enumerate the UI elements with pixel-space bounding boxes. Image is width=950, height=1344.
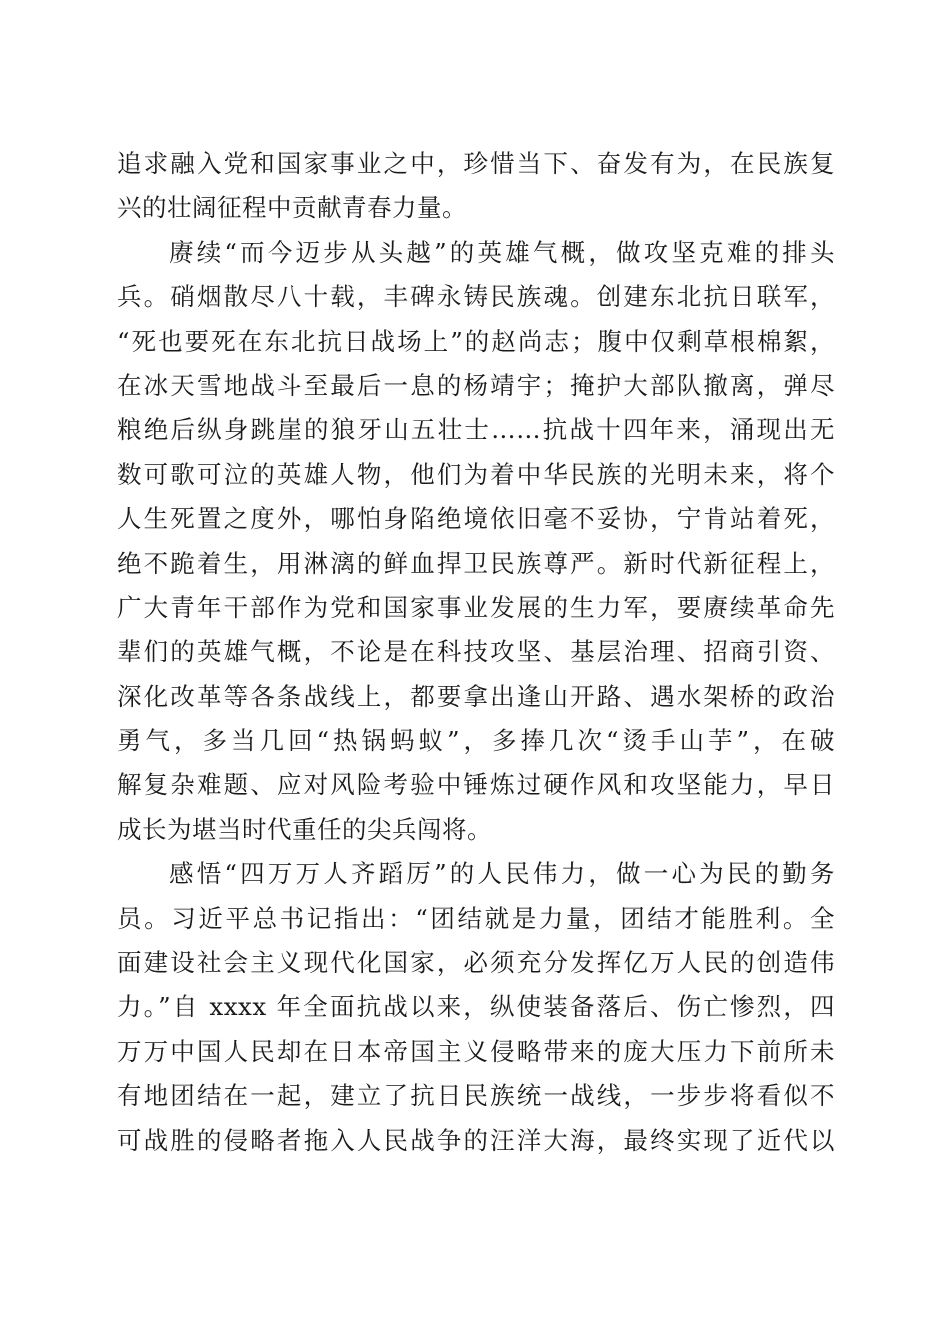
text-line: 人生死置之度外，哪怕身陷绝境依旧毫不妥协，宁肯站着死， (117, 504, 835, 534)
paragraph-first-line: 赓续“而今迈步从头越”的英雄气概，做攻坚克难的排头 (169, 237, 835, 267)
text-line: 深化改革等各条战线上，都要拿出逢山开路、遇水架桥的政治 (117, 681, 835, 711)
text-line: 员。习近平总书记指出：“团结就是力量，团结才能胜利。全 (117, 903, 835, 933)
paragraph-first-line: 感悟“四万万人齐蹈厉”的人民伟力，做一心为民的勤务 (169, 859, 835, 889)
text-line: 数可歌可泣的英雄人物，他们为着中华民族的光明未来，将个 (117, 459, 835, 489)
text-line: 在冰天雪地战斗至最后一息的杨靖宇；掩护大部队撤离，弹尽 (117, 370, 835, 400)
text-line: 万万中国人民却在日本帝国主义侵略带来的庞大压力下前所未 (117, 1036, 835, 1066)
text-line: 兴的壮阔征程中贡献青春力量。 (117, 193, 467, 223)
text-line: 兵。硝烟散尽八十载，丰碑永铸民族魂。创建东北抗日联军， (117, 282, 835, 312)
text-line: 辈们的英雄气概，不论是在科技攻坚、基层治理、招商引资、 (117, 637, 835, 667)
text-line: 追求融入党和国家事业之中，珍惜当下、奋发有为，在民族复 (117, 149, 835, 178)
text-line: 面建设社会主义现代化国家，必须充分发挥亿万人民的创造伟 (117, 948, 835, 978)
text-line: 有地团结在一起，建立了抗日民族统一战线，一步步将看似不 (117, 1081, 835, 1111)
body-text (117, 142, 835, 1163)
text-line: 解复杂难题、应对风险考验中锤炼过硬作风和攻坚能力，早日 (117, 770, 835, 800)
text-line: 勇气，多当几回“热锅蚂蚁”，多捧几次“烫手山芋”，在破 (117, 726, 835, 756)
text-line: “死也要死在东北抗日战场上”的赵尚志；腹中仅剩草根棉絮， (117, 326, 835, 356)
text-line: 粮绝后纵身跳崖的狼牙山五壮士……抗战十四年来，涌现出无 (117, 415, 835, 445)
text-line: 力。”自 xxxx 年全面抗战以来，纵使装备落后、伤亡惨烈，四 (117, 992, 835, 1022)
text-line: 绝不跪着生，用淋漓的鲜血捍卫民族尊严。新时代新征程上， (117, 548, 835, 578)
text-line: 广大青年干部作为党和国家事业发展的生力军，要赓续革命先 (117, 592, 835, 622)
text-line: 可战胜的侵略者拖入人民战争的汪洋大海，最终实现了近代以 (117, 1125, 835, 1155)
text-line: 成长为堪当时代重任的尖兵闯将。 (117, 814, 492, 844)
